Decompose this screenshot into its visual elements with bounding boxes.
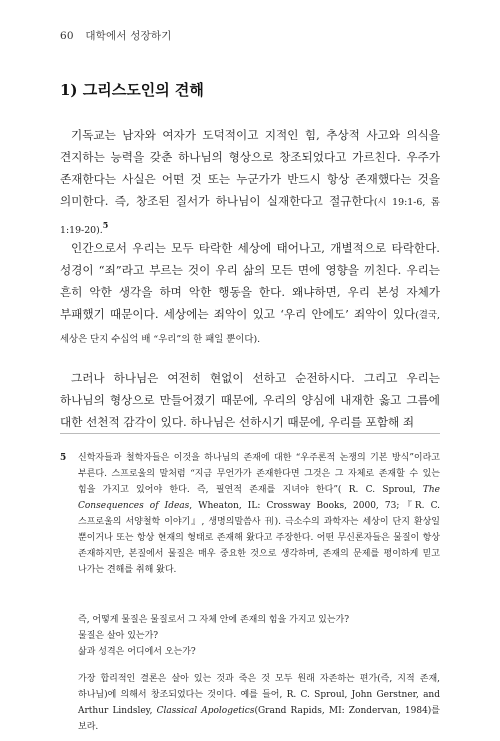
footnote-question: 즉, 어떻게 물질은 물질로서 그 자체 안에 존재의 힘을 가지고 있는가? xyxy=(78,615,350,625)
paragraph-1-text xyxy=(60,124,440,242)
book-title: 대학에서 성장하기 xyxy=(85,30,172,42)
footnote-conclusion xyxy=(60,671,440,735)
footnote xyxy=(60,450,440,578)
paragraph-3 xyxy=(60,367,440,433)
footnote-text-a: 신학자들과 철학자들은 이것을 하나님의 존재에 대한 “우주론적 논쟁의 기본 방식”이라고 부른다. 스프로울의 말처럼 “지금 무언가가 존재한다면 그것은 그 자체로 존재할 수 있는 힘을 가지고 있어야 한다. 즉, 필연적 존재를 지녀야 한다”( R. C. Sproul, xyxy=(78,453,440,495)
footnote-divider xyxy=(60,433,440,434)
page-number: 60 xyxy=(60,30,74,42)
paragraph-3-text: 그러나 하나님은 여전히 현없이 선하고 순전하시다. 그리고 우리는 하나님의 형상으로 만들어졌기 때문에, 우리의 양심에 내재한 옳고 그름에 대한 선천적 감각이 있다. 하나님은 선하시기 때문에, 우리를 포함해 죄 xyxy=(60,371,440,429)
footnote-reference: 5 xyxy=(102,220,109,230)
paragraph-1-scripture-ref: (시 19:1-6, 롬 1:19-20). xyxy=(60,197,440,236)
paragraph-2 xyxy=(60,237,440,351)
footnote-question: 물질은 살아 있는가? xyxy=(78,631,159,641)
paragraph-2-aside: (결국, 세상은 단지 수십억 배 “우리”의 한 패일 뿐이다). xyxy=(60,310,440,345)
footnote-conclusion-body xyxy=(78,671,440,735)
paragraph-1-main: 기독교는 남자와 여자가 도덕적이고 지적인 힘, 추상적 사고와 의식을 견지하는 능력을 갖춘 하나님의 형상으로 창조되었다고 가르친다. 우주가 존재한다는 사실은 어떤 것 또는 누군가가 반드시 항상 존재했다는 것을 의미한다. 즉, 창조된 질서가 하나님이 실재한다고 절규한다 xyxy=(60,128,440,208)
footnote-question: 삶과 성격은 어디에서 오는가? xyxy=(78,647,196,657)
footnote-body xyxy=(78,450,440,578)
footnote-book-title-1: The Consequences of Ideas xyxy=(78,485,440,511)
footnote-questions xyxy=(60,612,440,660)
paragraph-2-main: 인간으로서 우리는 모두 타락한 세상에 태어나고, 개별적으로 타락한다. 성경이 “죄”라고 부르는 것이 우리 삶의 모든 면에 영향을 끼친다. 우리는 흔히 악한 생각을 하며 악한 행동을 한다. 왜냐하면, 우리 본성 자체가 부패했기 때문이다. 세상에는 죄악이 있고 ‘우리 안에도’ 죄악이 있다 xyxy=(60,241,440,321)
paragraph-2-text xyxy=(60,237,440,351)
footnote-text-b: , Wheaton, IL: Crossway Books, 2000, 73;『R. C. 스프로울의 서양철학 이야기』, 생명의말씀사 刊). 극소수의 과학자는 세상이 단지 환상일 뿐이거나 또는 항상 현재의 형태로 존재해 왔다고 주장한다. 어떤 무신론자들은 물질이 항상 존재하지만, 본질에서 물질은 매우 중요한 것으로 생각하며, 존재의 문제를 평이하게 믿고 나가는 견해를 취해 왔다. xyxy=(78,501,441,575)
footnote-text-d: (Grand Rapids, MI: Zondervan, 1984)를 보라. xyxy=(78,706,441,732)
section-title: 1) 그리스도인의 견해 xyxy=(60,81,204,99)
footnote-number: 5 xyxy=(60,453,67,463)
footnote-book-title-2: Classical Apologetics xyxy=(156,706,255,716)
footnote-text-c: 가장 합리적인 결론은 살아 있는 것과 죽은 것 모두 원래 자존하는 편가(즉, 지적 존재, 하나님)에 의해서 창조되었다는 것이다. 예를 들어, R. C. Sproul, John Gerstner, and Arthur Lindsley, xyxy=(78,674,440,716)
running-header xyxy=(60,28,172,43)
paragraph-1 xyxy=(60,124,440,242)
